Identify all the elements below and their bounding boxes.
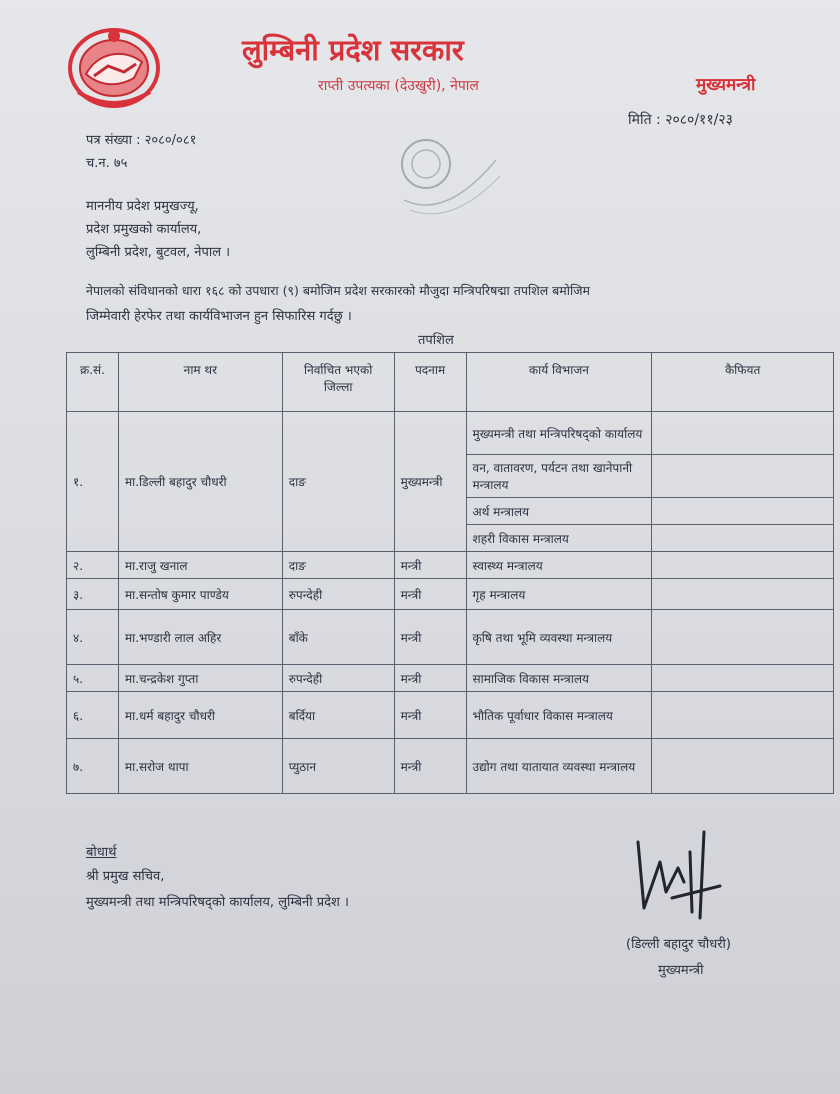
- cc-line2: मुख्यमन्त्री तथा मन्त्रिपरिषद्को कार्यालय, लुम्बिनी प्रदेश ।: [86, 895, 349, 910]
- signature-icon: [620, 822, 730, 932]
- cell-work: उद्योग तथा यातायात व्यवस्था मन्त्रालय: [466, 739, 652, 794]
- recipient-line1: माननीय प्रदेश प्रमुखज्यू,: [86, 199, 199, 214]
- table-row: [67, 739, 834, 794]
- cell-remarks: [652, 525, 834, 552]
- cell-remarks: [652, 552, 834, 579]
- cell-post: मन्त्री: [394, 610, 466, 665]
- cabinet-table: [66, 352, 834, 794]
- cell-district: रुपन्देही: [282, 665, 394, 692]
- cell-sn: ३.: [67, 579, 119, 610]
- table-row: [67, 412, 834, 455]
- header-district: निर्वाचित भएको जिल्ला: [282, 353, 394, 412]
- cell-remarks: [652, 610, 834, 665]
- letter-number: पत्र संख्या : २०८०/०८१: [86, 133, 197, 148]
- dispatch-number: च.न. ७५: [86, 156, 128, 171]
- cell-remarks: [652, 579, 834, 610]
- cell-post: मुख्यमन्त्री: [394, 412, 466, 552]
- cell-work: भौतिक पूर्वाधार विकास मन्त्रालय: [466, 692, 652, 739]
- cell-remarks: [652, 665, 834, 692]
- cell-district: प्युठान: [282, 739, 394, 794]
- cell-remarks: [652, 739, 834, 794]
- table-row: [67, 610, 834, 665]
- header-post: पदनाम: [394, 353, 466, 412]
- header-name: नाम थर: [118, 353, 282, 412]
- letterhead-subtitle: राप्ती उपत्यका (देउखुरी), नेपाल: [318, 78, 479, 94]
- cell-name: मा.सन्तोष कुमार पाण्डेय: [118, 579, 282, 610]
- cell-work: शहरी विकास मन्त्रालय: [466, 525, 652, 552]
- cell-name: मा.डिल्ली बहादुर चौधरी: [118, 412, 282, 552]
- cell-post: मन्त्री: [394, 579, 466, 610]
- cell-district: रुपन्देही: [282, 579, 394, 610]
- tapsil-label: तपशिल: [418, 333, 454, 348]
- table-row: [67, 692, 834, 739]
- cell-name: मा.धर्म बहादुर चौधरी: [118, 692, 282, 739]
- cell-name: मा.सरोज थापा: [118, 739, 282, 794]
- cc-line1: श्री प्रमुख सचिव,: [86, 869, 165, 884]
- cell-sn: ४.: [67, 610, 119, 665]
- office-stamp-icon: [396, 130, 500, 222]
- cell-district: दाङ: [282, 552, 394, 579]
- letterhead-title: लुम्बिनी प्रदेश सरकार: [242, 33, 464, 67]
- table-header-row: [67, 353, 834, 412]
- cell-remarks: [652, 692, 834, 739]
- table-row: [67, 579, 834, 610]
- cell-work: अर्थ मन्त्रालय: [466, 498, 652, 525]
- cell-district: बर्दिया: [282, 692, 394, 739]
- header-sn: क्र.सं.: [67, 353, 119, 412]
- cell-remarks: [652, 498, 834, 525]
- recipient-line3: लुम्बिनी प्रदेश, बुटवल, नेपाल ।: [86, 245, 231, 260]
- cell-district: बाँके: [282, 610, 394, 665]
- signatory-name: (डिल्ली बहादुर चौधरी): [626, 937, 731, 952]
- body-line1: नेपालको संविधानको धारा १६८ को उपधारा (९) बमोजिम प्रदेश सरकारको मौजुदा मन्त्रिपरिषद्मा तपशिल बमोजिम: [86, 283, 590, 298]
- cell-work: मुख्यमन्त्री तथा मन्त्रिपरिषद्को कार्यालय: [466, 412, 652, 455]
- cc-heading: बोधार्थ: [86, 845, 117, 860]
- cell-work: गृह मन्त्रालय: [466, 579, 652, 610]
- cell-name: मा.भण्डारी लाल अहिर: [118, 610, 282, 665]
- cell-sn: २.: [67, 552, 119, 579]
- cell-remarks: [652, 455, 834, 498]
- header-work: कार्य विभाजन: [466, 353, 652, 412]
- office-label: मुख्यमन्त्री: [696, 75, 756, 95]
- cell-work: स्वास्थ्य मन्त्रालय: [466, 552, 652, 579]
- signatory-designation: मुख्यमन्त्री: [658, 963, 704, 978]
- cell-sn: ६.: [67, 692, 119, 739]
- cell-sn: ५.: [67, 665, 119, 692]
- header-remarks: कैफियत: [652, 353, 834, 412]
- table-row: [67, 665, 834, 692]
- cell-sn: १.: [67, 412, 119, 552]
- cell-post: मन्त्री: [394, 739, 466, 794]
- cell-name: मा.राजु खनाल: [118, 552, 282, 579]
- cell-work: कृषि तथा भूमि व्यवस्था मन्त्रालय: [466, 610, 652, 665]
- cell-work: वन, वातावरण, पर्यटन तथा खानेपानी मन्त्रालय: [466, 455, 652, 498]
- letter-date: मिति : २०८०/११/२३: [628, 112, 733, 128]
- cell-name: मा.चन्द्रकेश गुप्ता: [118, 665, 282, 692]
- body-line2: जिम्मेवारी हेरफेर तथा कार्यविभाजन हुन सिफारिस गर्दछु ।: [86, 309, 352, 324]
- recipient-line2: प्रदेश प्रमुखको कार्यालय,: [86, 222, 202, 237]
- cell-post: मन्त्री: [394, 692, 466, 739]
- cell-work: सामाजिक विकास मन्त्रालय: [466, 665, 652, 692]
- table-row: [67, 552, 834, 579]
- cell-sn: ७.: [67, 739, 119, 794]
- cell-district: दाङ: [282, 412, 394, 552]
- cell-remarks: [652, 412, 834, 455]
- nepal-emblem-icon: [64, 22, 164, 110]
- cell-post: मन्त्री: [394, 552, 466, 579]
- cell-post: मन्त्री: [394, 665, 466, 692]
